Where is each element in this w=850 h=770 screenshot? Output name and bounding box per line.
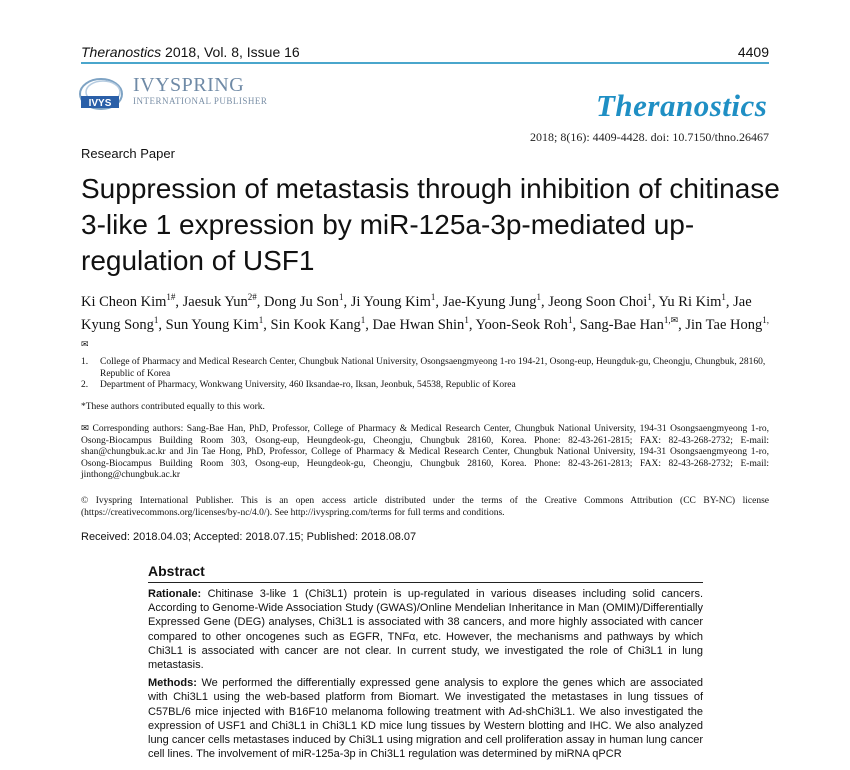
journal-name: Theranostics xyxy=(81,44,162,60)
affiliation-number: 2. xyxy=(81,380,89,390)
author-affiliation-mark: 2# xyxy=(247,292,257,302)
affiliation-text: Department of Pharmacy, Wonkwang University, 460 Iksandae-ro, Iksan, Jeonbuk, 54538, Republic of Korea xyxy=(100,380,516,390)
paper-type: Research Paper xyxy=(81,146,175,161)
author-name: Jeong Soon Choi xyxy=(548,293,648,310)
publisher-subtitle: INTERNATIONAL PUBLISHER xyxy=(133,96,268,106)
author-name: Sun Young Kim xyxy=(165,317,259,334)
citation-details: 2018, Vol. 8, Issue 16 xyxy=(161,44,300,60)
affiliation-1 xyxy=(81,357,771,380)
methods-text: We performed the differentially expressed gene analysis to explore the genes which are associated with Chi3L1 using the web-based platform from Biomart. We investigated the metastases in lung tissues of C57BL/6 mice injected with B16F10 melanoma following treatment with Ad-shChi3L1. We also investigated the expression of USF1 and Chi3L1 in Chi3L1 KD mice lung tissues by Western blotting and IHC. We also analyzed lung cancer cells metastases induced by Chi3L1 using migration and cell proliferation assay in human lung cancer cell lines. The involvement of miR-125a-3p in Chi3L1 regulation was determined by miRNA qPCR xyxy=(148,677,703,761)
author-name: Ji Young Kim xyxy=(350,293,431,310)
author-affiliation-mark: 1 xyxy=(153,315,159,326)
affiliation-2 xyxy=(81,380,771,392)
author-affiliation-mark: 1 xyxy=(536,292,541,302)
header-rule xyxy=(81,62,769,64)
author-affiliation-mark: 1 xyxy=(258,315,264,326)
abstract-section xyxy=(148,563,703,761)
author-affiliation-mark: 1 xyxy=(338,292,344,302)
author-name: Sin Kook Kang xyxy=(270,317,361,334)
abstract-methods xyxy=(148,676,703,761)
abstract-rationale xyxy=(148,587,703,672)
rationale-label: Rationale: xyxy=(148,588,202,600)
author-affiliation-mark: 1,✉ xyxy=(663,315,679,326)
author-affiliation-mark: 1 xyxy=(464,315,469,326)
article-title: Suppression of metastasis through inhibition of chitinase 3-like 1 expression by miR-125a-3p-mediated up-regulation of USF1 xyxy=(81,173,780,276)
author-affiliation-mark: 1 xyxy=(430,292,436,302)
rationale-text: Chitinase 3-like 1 (Chi3L1) protein is up-regulated in various diseases including solid cancers. According to Genome-Wide Association Study (GWAS)/Online Mendelian Inheritance in Man (OMIM)/Differentially Expressed Gene (DEG) analyses, Chi3L1 is associated with 38 cancers, and more highly associated with cancer compared to other oncogenes such as EGFR, TNFα, etc. However, the mechanisms and pathways by which Chi3L1 is associated with cancer are not clear. In current study, we investigated the role of Chi3L1 in lung metastasis. xyxy=(148,588,703,672)
author-name: Ki Cheon Kim xyxy=(81,293,167,310)
author-name: Yoon-Seok Roh xyxy=(475,317,568,334)
author-name: Jin Tae Hong xyxy=(685,317,763,334)
license-statement: © Ivyspring International Publisher. This is an open access article distributed under the terms of the Creative Commons Attribution (CC BY-NC) license (https://creativecommons.org/licenses/by-nc/4.0/). See http://ivyspring.com/terms for full terms and conditions. xyxy=(81,496,769,518)
methods-label: Methods: xyxy=(148,677,197,690)
affiliation-number: 1. xyxy=(81,357,89,367)
publisher-name: IVYSPRING xyxy=(133,74,245,96)
equal-contribution-note: *These authors contributed equally to this work. xyxy=(81,402,265,412)
author-name: Dae Hwan Shin xyxy=(372,317,465,334)
corresponding-authors: ✉ Corresponding authors: Sang-Bae Han, PhD, Professor, College of Pharmacy & Medical Research Center, Chungbuk National University, 194-31 Osongsaengmyeong 1-ro, Osong-Biocampus Building Room 303, Osong-eup, Heungdeok-gu, Cheongju, Chungbuk 28160, Korea. Phone: 82-43-261-2815; FAX: 82-43-268-2732; E-mail: shan@chungbuk.ac.kr and Jin Tae Hong, PhD, Professor, College of Pharmacy & Medical Research Center, Chungbuk National University, 194-31 Osongsaengmyeong 1-ro, Osong-Biocampus Building Room 303, Osong-eup, Heungdeok-gu, Cheongju, Chungbuk 28160, Korea. Phone: 82-43-261-2813; FAX: 82-43-268-2732; E-mail: jinthong@chungbuk.ac.kr xyxy=(81,424,769,480)
affiliation-text: College of Pharmacy and Medical Research Center, Chungbuk National University, Osongsaengmyeong 1-ro 194-21, Osong-eup, Heungduk-gu, Cheongju, Chungbuk, 28160, Republic of Korea xyxy=(100,357,766,379)
author-affiliation-mark: 1 xyxy=(647,292,652,302)
page-number: 4409 xyxy=(737,44,769,60)
author-name: Yu Ri Kim xyxy=(658,293,722,310)
author-affiliation-mark: 1 xyxy=(567,315,573,326)
journal-brand-logo: Theranostics xyxy=(596,88,768,123)
author-affiliation-mark: 1 xyxy=(360,315,366,326)
running-header-citation xyxy=(81,44,300,60)
author-name: Dong Ju Son xyxy=(264,293,339,310)
author-name: Sang-Bae Han xyxy=(579,317,664,334)
author-name: Jae-Kyung Jung xyxy=(442,293,537,310)
author-name: Jae Kyung Song xyxy=(81,293,752,334)
author-affiliation-mark: 1,✉ xyxy=(81,315,769,349)
doi-citation[interactable]: 2018; 8(16): 4409-4428. doi: 10.7150/thno.26467 xyxy=(530,130,769,144)
logo-text: IVYS xyxy=(88,98,112,109)
author-name: Jaesuk Yun xyxy=(182,293,248,310)
author-list: Ki Cheon Kim$^{1\#}$, Jaesuk Yun$^{2\#}$, Dong Ju Son$^1$, Ji Young Kim$^1$, Jae-Kyung Jung$^1$, Jeong Soon Choi$^1$, Yu Ri Kim$^1$, Jae Kyung Song$^1$, Sun Young Kim$^1$, Sin Kook Kang$^1$, Dae Hwan Shin$^1$, Yoon-Seok Roh$^1$, Sang-Bae Han$^{1,✉}$, Jin Tae Hong$^{1,✉}$ xyxy=(81,292,769,349)
publication-dates: Received: 2018.04.03; Accepted: 2018.07.15; Published: 2018.08.07 xyxy=(81,531,417,543)
author-affiliation-mark: 1 xyxy=(721,292,726,302)
ivyspring-logo-icon xyxy=(77,72,133,114)
author-affiliation-mark: 1# xyxy=(166,292,176,302)
abstract-heading: Abstract xyxy=(148,563,703,583)
